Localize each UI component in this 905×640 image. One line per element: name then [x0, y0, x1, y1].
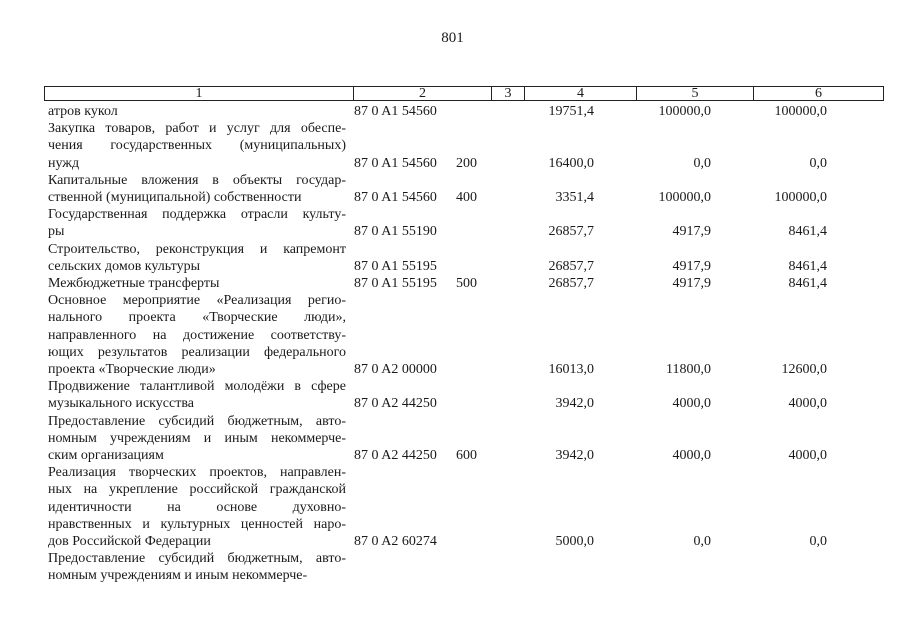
description-line: ных на укрепление российской гражданской	[48, 482, 346, 498]
row-value-col6: 8461,4	[788, 276, 827, 292]
row-description	[48, 103, 350, 120]
row-value-col4: 5000,0	[555, 534, 594, 550]
row-code: 87 0 A1 55195	[354, 276, 437, 292]
row-value-col4: 26857,7	[548, 224, 594, 240]
table-row	[48, 120, 884, 172]
table-row	[48, 103, 884, 120]
description-line: музыкального искусства	[48, 396, 194, 412]
header-col-5: 5	[637, 87, 754, 100]
row-value-col5: 100000,0	[658, 190, 711, 206]
header-col-3: 3	[492, 87, 525, 100]
table-row	[48, 241, 884, 275]
table-header	[44, 86, 884, 101]
row-description	[48, 206, 350, 240]
table-row	[48, 378, 884, 412]
description-line: сельских домов культуры	[48, 258, 200, 274]
header-col-1: 1	[45, 87, 354, 100]
row-value-col4: 3942,0	[555, 448, 594, 464]
description-line: Реализация творческих проектов, направлен-	[48, 465, 346, 481]
row-value-col5: 4917,9	[672, 224, 711, 240]
row-code: 87 0 A2 60274	[354, 534, 437, 550]
description-line: нального проекта «Творческие люди»,	[48, 310, 346, 326]
row-value-col4: 26857,7	[548, 258, 594, 274]
row-expense-type: 400	[456, 190, 477, 206]
row-value-col6: 8461,4	[788, 224, 827, 240]
description-line: дов Российской Федерации	[48, 534, 211, 550]
row-expense-type: 200	[456, 155, 477, 171]
row-value-col5: 11800,0	[666, 362, 711, 378]
row-value-col4: 16400,0	[548, 155, 594, 171]
row-code: 87 0 A1 54560	[354, 190, 437, 206]
row-code: 87 0 A2 44250	[354, 396, 437, 412]
row-value-col5: 0,0	[693, 155, 711, 171]
row-description	[48, 550, 350, 584]
description-line: направленного на достижение соответству-	[48, 327, 346, 343]
header-col-2: 2	[354, 87, 492, 100]
description-line: Основное мероприятие «Реализация регио-	[48, 293, 346, 309]
row-value-col6: 0,0	[809, 534, 827, 550]
description-line: идентичности на основе духовно-	[48, 499, 346, 515]
header-col-6: 6	[815, 86, 822, 101]
description-line: Продвижение талантливой молодёжи в сфере	[48, 379, 346, 395]
description-line: ры	[48, 224, 65, 240]
row-description	[48, 378, 350, 412]
table-row	[48, 550, 884, 584]
row-value-col6: 4000,0	[788, 448, 827, 464]
description-line: ственной (муниципальной) собственности	[48, 190, 302, 206]
row-value-col5: 0,0	[693, 534, 711, 550]
description-line: номным учреждениям и иным некоммерче-	[48, 568, 308, 584]
description-line: нужд	[48, 155, 80, 171]
row-description	[48, 241, 350, 275]
row-description	[48, 464, 350, 550]
description-line: нравственных и культурных ценностей наро-	[48, 516, 346, 532]
row-description	[48, 292, 350, 378]
row-value-col5: 4917,9	[672, 258, 711, 274]
row-expense-type: 600	[456, 448, 477, 464]
table-row	[48, 292, 884, 378]
row-value-col4: 3942,0	[555, 396, 594, 412]
row-value-col4: 26857,7	[548, 276, 594, 292]
row-code: 87 0 A1 54560	[354, 155, 437, 171]
row-value-col6: 100000,0	[774, 104, 827, 119]
description-line: чения государственных (муниципальных)	[48, 138, 346, 154]
table-row	[48, 206, 884, 240]
description-line: ющих результатов реализации федерального	[48, 344, 346, 360]
table-row	[48, 172, 884, 206]
description-line: Капитальные вложения в объекты государ-	[48, 172, 346, 188]
description-line: Закупка товаров, работ и услуг для обеспе-	[48, 121, 346, 137]
row-value-col6: 8461,4	[788, 258, 827, 274]
row-value-col5: 100000,0	[658, 104, 711, 119]
row-code: 87 0 A1 54560	[354, 104, 437, 119]
row-expense-type: 500	[456, 276, 477, 292]
row-value-col4: 3351,4	[555, 190, 594, 206]
table-row	[48, 413, 884, 465]
row-value-col6: 100000,0	[774, 190, 827, 206]
row-description	[48, 120, 350, 172]
table-row	[48, 275, 884, 292]
row-code: 87 0 A2 00000	[354, 362, 437, 378]
description-line: Межбюджетные трансферты	[48, 276, 220, 292]
description-line: проекта «Творческие люди»	[48, 362, 216, 378]
description-line: номным учреждениям и иным некоммерче-	[48, 430, 346, 446]
row-value-col5: 4000,0	[672, 448, 711, 464]
row-value-col4: 16013,0	[548, 362, 594, 378]
row-value-col5: 4000,0	[672, 396, 711, 412]
description-line: Государственная поддержка отрасли культу-	[48, 207, 346, 223]
row-value-col6: 0,0	[809, 155, 827, 171]
row-code: 87 0 A2 44250	[354, 448, 437, 464]
row-value-col6: 12600,0	[781, 362, 827, 378]
description-line: Предоставление субсидий бюджетным, авто-	[48, 551, 346, 567]
description-line: Строительство, реконструкция и капремонт	[48, 241, 346, 257]
row-description	[48, 275, 350, 292]
header-col-4: 4	[525, 87, 637, 100]
table-body	[48, 103, 884, 585]
row-description	[48, 413, 350, 465]
row-code: 87 0 A1 55190	[354, 224, 437, 240]
row-description	[48, 172, 350, 206]
row-value-col6: 4000,0	[788, 396, 827, 412]
row-value-col5: 4917,9	[672, 276, 711, 292]
description-line: атров кукол	[48, 104, 118, 119]
page-number: 801	[441, 30, 464, 46]
table-row	[48, 464, 884, 550]
description-line: Предоставление субсидий бюджетным, авто-	[48, 413, 346, 429]
description-line: ским организациям	[48, 448, 164, 464]
row-code: 87 0 A1 55195	[354, 258, 437, 274]
row-value-col4: 19751,4	[548, 104, 594, 119]
